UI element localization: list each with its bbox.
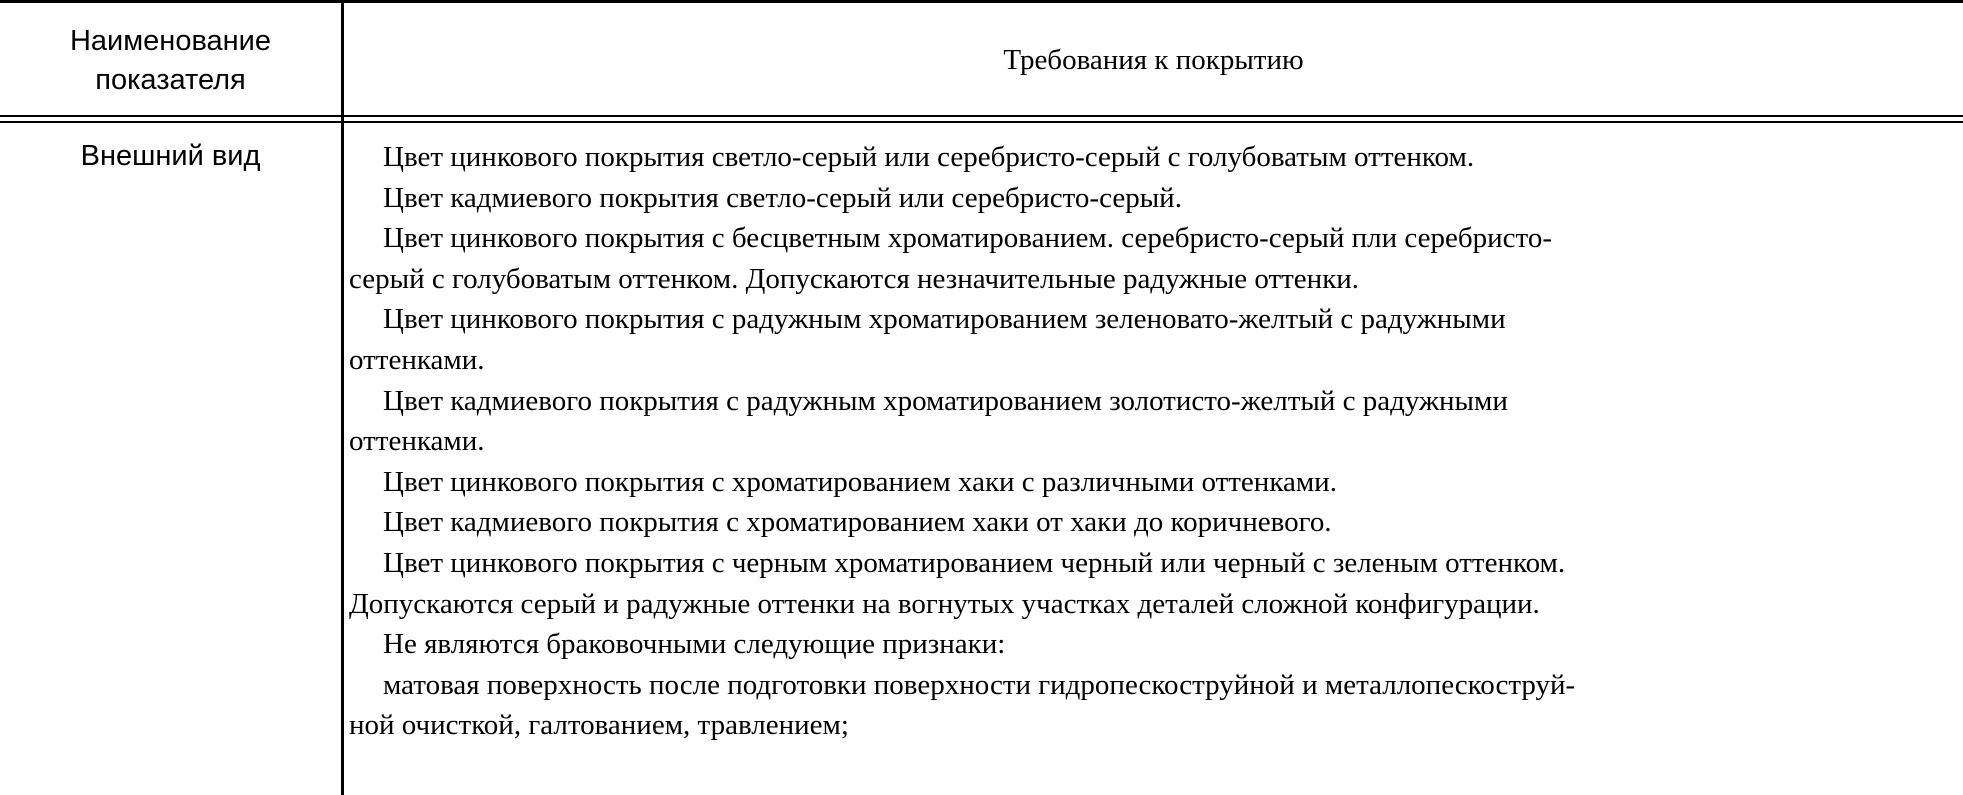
text-line: Не являются браковочными следующие признаки: xyxy=(383,628,1006,661)
text-line: ной очисткой, галтованием, травлением; xyxy=(349,709,849,742)
header-indicator-name-line2: показателя xyxy=(95,64,246,96)
text-line: серый с голубоватым оттенком. Допускаются незначительные радужные оттенки. xyxy=(349,262,1360,295)
text-line: Цвет цинкового покрытия с радужным хроматированием зеленовато-желтый с радужными xyxy=(383,303,1506,336)
text-line: Цвет кадмиевого покрытия с радужным хроматированием золотисто-желтый с радужными xyxy=(383,384,1508,417)
text-line: Цвет кадмиевого покрытия с хроматированием хаки от хаки до коричневого. xyxy=(383,506,1332,539)
row-name-appearance: Внешний вид xyxy=(80,140,261,172)
text-line: Цвет цинкового покрытия светло-серый или серебристо-серый с голубоватым оттенком. xyxy=(383,141,1475,173)
header-rule-lower xyxy=(0,121,1963,123)
header-coating-requirements: Требования к покрытию xyxy=(1003,44,1304,76)
text-line: оттенками. xyxy=(349,425,485,458)
header-rule-upper xyxy=(0,115,1963,117)
text-line: Цвет цинкового покрытия с хроматированием хаки с различными оттенками. xyxy=(383,465,1337,498)
text-line: Допускаются серый и радужные оттенки на вогнутых участках деталей сложной конфигурации. xyxy=(349,587,1540,620)
text-line: матовая поверхность после подготовки поверхности гидропескоструйной и металлопескоструй- xyxy=(383,668,1576,701)
table-top-rule xyxy=(0,0,1963,3)
header-indicator-name-line1: Наименование xyxy=(69,25,272,57)
text-line: оттенками. xyxy=(349,343,485,376)
text-line: Цвет цинкового покрытия с бесцветным хроматированием. серебристо-серый пли серебристо- xyxy=(383,222,1552,255)
header-indicator-name xyxy=(0,22,341,100)
text-line: Цвет цинкового покрытия с черным хроматированием черный или черный с зеленым оттенком. xyxy=(383,546,1566,579)
row-requirements-text xyxy=(349,137,1949,746)
column-divider xyxy=(341,0,344,795)
text-line: Цвет кадмиевого покрытия светло-серый или серебристо-серый. xyxy=(383,181,1182,214)
